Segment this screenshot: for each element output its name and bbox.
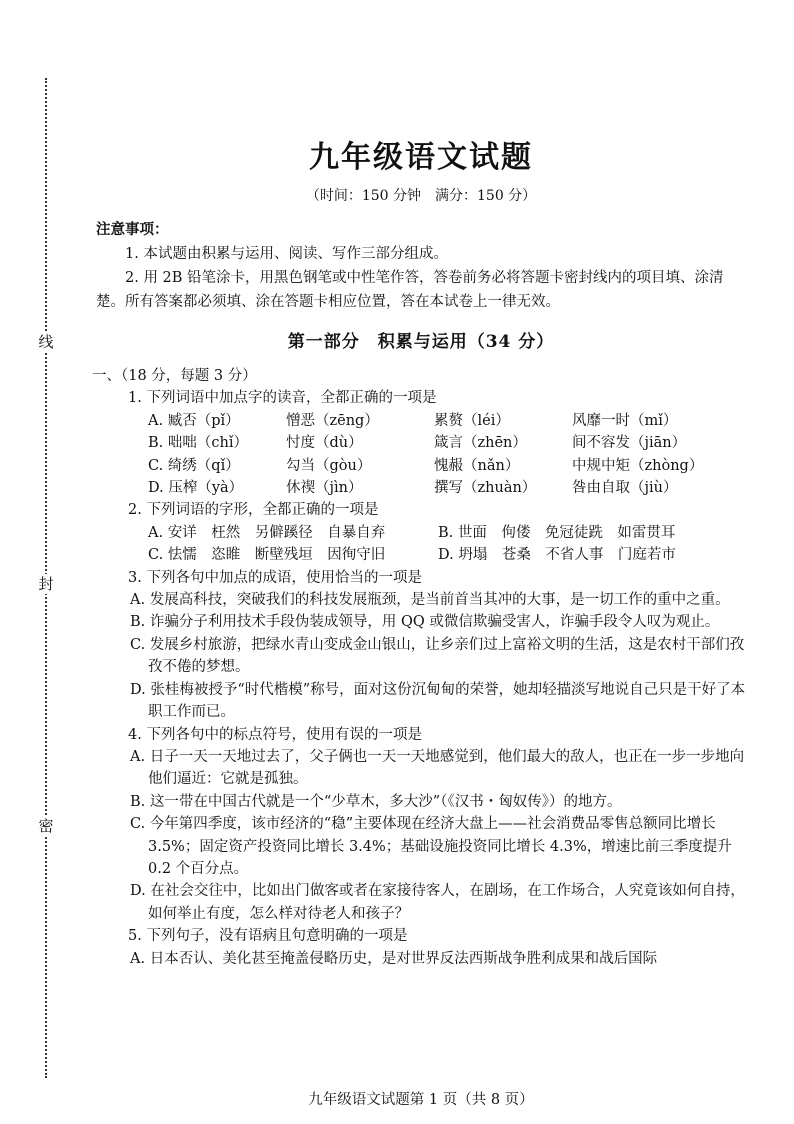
question-4-stem: 4. 下列各句中的标点符号，使用有误的一项是: [128, 726, 422, 743]
seal-label-mi: 密: [36, 816, 56, 836]
question-5-option-a: A. 日本否认、美化甚至掩盖侵略历史，是对世界反法西斯战争胜利成果和战后国际: [130, 950, 658, 967]
question-3-option-a: A. 发展高科技，突破我们的科技发展瓶颈，是当前首当其冲的大事，是一切工作的重中之重。: [130, 592, 730, 609]
option-cell: 风靡一时（mǐ）: [572, 412, 678, 429]
option-cell: 累赘（léi）: [434, 412, 510, 429]
seal-label-xian: 线: [36, 332, 56, 352]
option-cell: 勾当（gòu）: [286, 457, 372, 474]
exam-subtitle: （时间：150 分钟 满分：150 分）: [305, 188, 537, 204]
questions: [92, 365, 746, 970]
option-cell: 愧赧（nǎn）: [434, 457, 520, 474]
binding-margin: [0, 0, 70, 1124]
question-4-option-a: A. 日子一天一天地过去了，父子俩也一天一天地感觉到，他们最大的敌人，也正在一步一步地向他们逼近：它就是孤独。: [130, 748, 745, 788]
section-heading: 一、（18 分，每题 3 分）: [92, 368, 257, 384]
option-cell: 休禊（jìn）: [286, 480, 363, 497]
question-2-options: [96, 522, 746, 567]
question-4-option-d: D. 在社会交往中，比如出门做客或者在家接待客人，在剧场，在工作场合，人究竟该如何自持，如何举止有度，怎么样对待老人和孩子？: [130, 883, 745, 922]
option-cell: A. 安详 枉然 另僻蹊径 自暴自弃: [148, 524, 386, 541]
instructions-heading: 注意事项：: [96, 221, 169, 238]
option-cell: B. 世面 佝偻 免冠徒跣 如雷贯耳: [438, 524, 676, 541]
question-3-stem: 3. 下列各句中加点的成语，使用恰当的一项是: [128, 569, 422, 586]
exam-title: 九年级语文试题: [309, 140, 533, 175]
exam-page: [92, 0, 746, 1124]
question-4-option-c: C. 今年第四季度，该市经济的“稳”主要体现在经济大盘上——社会消费品零售总额同比增长 3.5%；固定资产投资同比增长 3.4%；基础设施投资同比增长 4.3%，增速比前三季度提升 0.2 个百分点。: [130, 816, 732, 877]
question-3-option-c: C. 发展乡村旅游，把绿水青山变成金山银山，让乡亲们过上富裕文明的生活，这是农村干部们孜孜不倦的梦想。: [130, 636, 745, 676]
question-3-option-b: B. 诈骗分子利用技术手段伪装成领导，用 QQ 或微信欺骗受害人，诈骗手段令人叹为观止。: [130, 614, 720, 631]
question-1-stem: 1. 下列词语中加点字的读音，全都正确的一项是: [128, 390, 437, 407]
question-4-option-b: B. 这一带在中国古代就是一个“少草木，多大沙”（《汉书・匈奴传》）的地方。: [130, 793, 622, 810]
page-footer: 九年级语文试题第 1 页（共 8 页）: [308, 1092, 534, 1108]
question-3-option-d: D. 张桂梅被授予“时代楷模”称号，面对这份沉甸甸的荣誉，她却轻描淡写地说自己只是干好了本职工作而已。: [130, 681, 746, 721]
question-2-stem: 2. 下列词语的字形，全都正确的一项是: [128, 502, 379, 519]
instruction-item: 2. 用 2B 铅笔涂卡，用黑色钢笔或中性笔作答，答卷前务必将答题卡密封线内的项目填、涂清楚。所有答案都必须填、涂在答题卡相应位置，答在本试卷上一律无效。: [96, 270, 724, 310]
option-cell: C. 怯懦 恣睢 断壁残垣 因徇守旧: [148, 547, 386, 564]
question-1-options: [96, 410, 746, 500]
option-cell: 撰写（zhuàn）: [434, 480, 537, 497]
option-cell: 咎由自取（jiù）: [572, 480, 678, 497]
option-cell: B. 咄咄（chǐ）: [148, 435, 248, 452]
option-cell: C. 绮绣（qǐ）: [148, 457, 240, 474]
option-cell: 间不容发（jiān）: [572, 435, 687, 452]
option-cell: 憎恶（zēng）: [286, 412, 379, 429]
option-cell: D. 压榨（yà）: [148, 480, 244, 497]
instructions: [96, 218, 746, 314]
option-cell: A. 臧否（pǐ）: [148, 412, 240, 429]
seal-label-feng: 封: [36, 574, 56, 594]
option-cell: 忖度（dù）: [286, 435, 363, 452]
option-cell: 中规中矩（zhòng）: [572, 457, 704, 474]
part-title: 第一部分 积累与运用（34 分）: [287, 332, 555, 352]
option-cell: D. 坍塌 苍桑 不省人事 门庭若市: [438, 547, 676, 564]
option-cell: 箴言（zhēn）: [434, 435, 527, 452]
instruction-item: 1. 本试题由积累与运用、阅读、写作三部分组成。: [125, 246, 448, 262]
question-5-stem: 5. 下列句子，没有语病且句意明确的一项是: [128, 928, 408, 945]
